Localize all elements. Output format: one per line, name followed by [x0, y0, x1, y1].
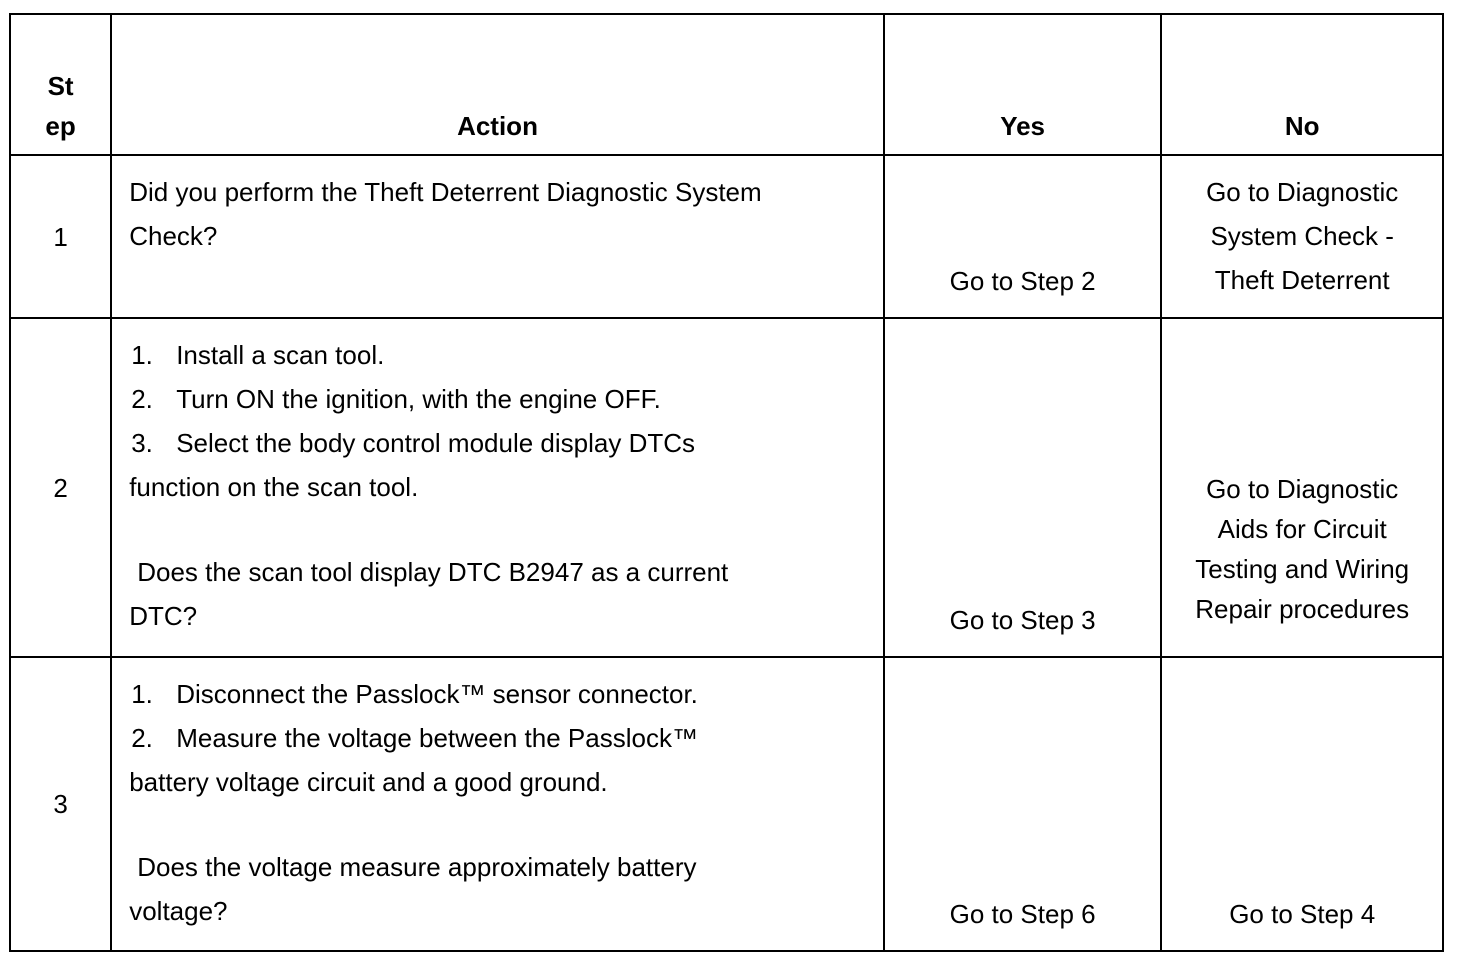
header-action: Action	[111, 14, 884, 155]
header-no: No	[1161, 14, 1443, 155]
yes-cell	[884, 155, 1162, 318]
action-item	[129, 377, 883, 421]
item-number: 1.	[131, 340, 153, 370]
item-text: Turn ON the ignition, with the engine OFF.	[176, 384, 661, 414]
question-line: Does the voltage measure approximately battery	[137, 852, 697, 882]
step-number: 3	[10, 657, 111, 951]
action-line: Check?	[129, 221, 218, 251]
header-step-line1: St	[47, 71, 74, 101]
spacer	[129, 804, 883, 845]
spacer	[129, 509, 883, 550]
header-row	[10, 14, 1443, 155]
no-result-line: Aids for Circuit	[1217, 514, 1387, 544]
action-cell	[111, 155, 884, 318]
no-result-line: Go to Diagnostic	[1206, 177, 1399, 207]
no-cell	[1161, 657, 1443, 951]
no-result	[1162, 469, 1442, 629]
header-step-line2: ep	[45, 111, 76, 141]
no-result-line: Go to Diagnostic	[1206, 474, 1399, 504]
no-result-line: System Check -	[1210, 221, 1394, 251]
diagnostic-table	[9, 13, 1444, 952]
question-line: DTC?	[129, 601, 198, 631]
action-cell	[111, 318, 884, 657]
item-number: 2.	[131, 384, 153, 414]
item-continuation: function on the scan tool.	[129, 472, 419, 502]
step-number: 1	[10, 155, 111, 318]
no-cell	[1161, 318, 1443, 657]
action-cell	[111, 657, 884, 951]
question-line: voltage?	[129, 896, 228, 926]
yes-cell	[884, 318, 1162, 657]
action-line: Did you perform the Theft Deterrent Diagnostic System	[129, 177, 762, 207]
no-result: Go to Step 4	[1229, 899, 1376, 929]
item-text: Install a scan tool.	[176, 340, 385, 370]
table-row-step-1	[10, 155, 1443, 318]
yes-cell	[884, 657, 1162, 951]
no-result-line: Repair procedures	[1195, 594, 1410, 624]
item-number: 2.	[131, 723, 153, 753]
item-number: 1.	[131, 679, 153, 709]
yes-result: Go to Step 3	[949, 605, 1096, 635]
no-result-line: Testing and Wiring	[1195, 554, 1410, 584]
table-row-step-3	[10, 657, 1443, 951]
question-line: Does the scan tool display DTC B2947 as a current	[137, 557, 729, 587]
yes-result: Go to Step 6	[949, 899, 1096, 929]
action-item	[129, 333, 883, 377]
action-item	[129, 672, 883, 716]
table-row-step-2	[10, 318, 1443, 657]
header-yes: Yes	[884, 14, 1162, 155]
no-cell	[1161, 155, 1443, 318]
item-text: Select the body control module display DTCs	[176, 428, 696, 458]
header-step	[10, 14, 111, 155]
action-item	[129, 421, 883, 465]
action-item	[129, 716, 883, 760]
yes-result: Go to Step 2	[949, 266, 1096, 296]
no-result	[1162, 170, 1442, 302]
step-number: 2	[10, 318, 111, 657]
item-continuation: battery voltage circuit and a good ground.	[129, 767, 608, 797]
no-result-line: Theft Deterrent	[1214, 265, 1390, 295]
item-text: Measure the voltage between the Passlock™	[176, 723, 698, 753]
item-text: Disconnect the Passlock™ sensor connector.	[176, 679, 698, 709]
item-number: 3.	[131, 428, 153, 458]
